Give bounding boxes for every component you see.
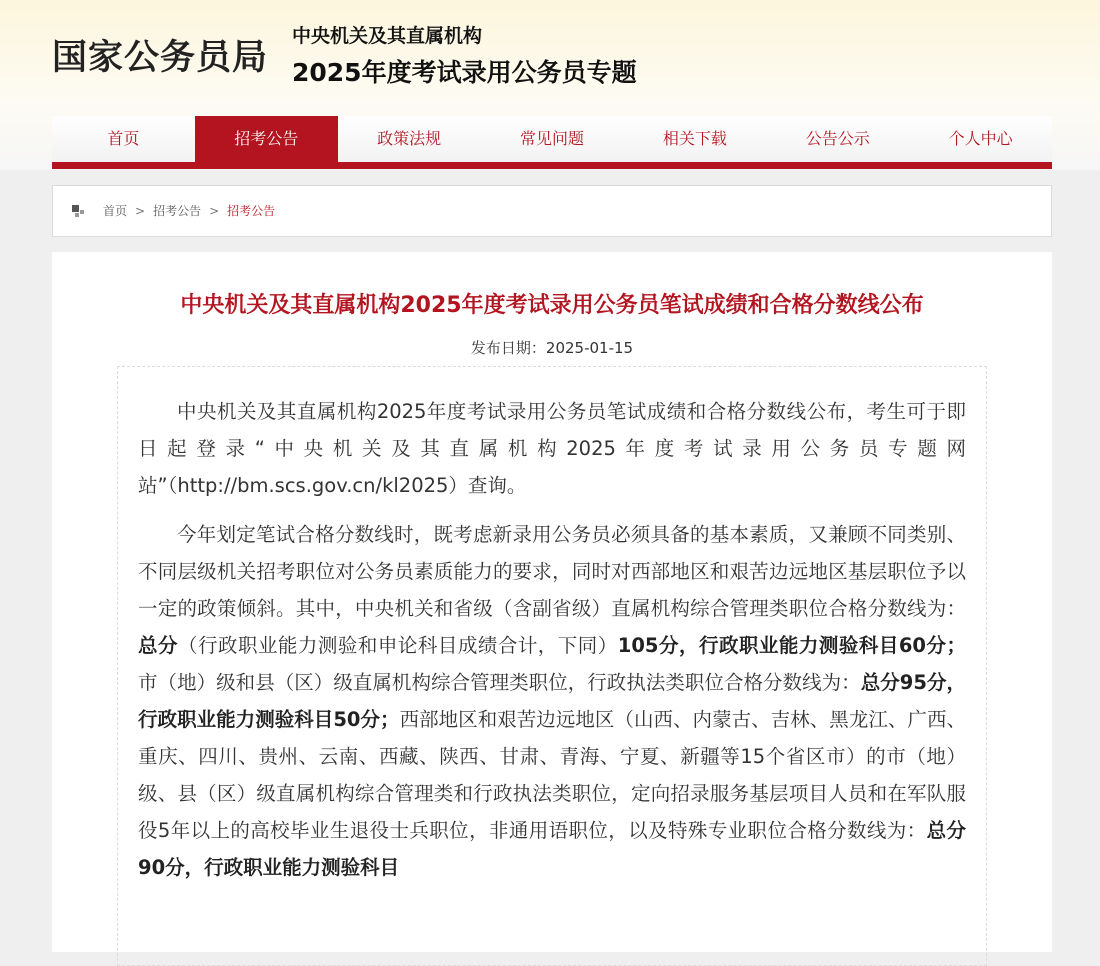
- nav-item-home[interactable]: 首页: [107, 129, 140, 148]
- site-logo-text[interactable]: 国家公务员局: [52, 38, 269, 78]
- main-nav: [52, 116, 1052, 169]
- bold-text: 总分95分，行政职业能力测验科目50分；: [138, 671, 966, 731]
- header-subtitle: 中央机关及其直属机构: [292, 25, 483, 47]
- breadcrumb-current[interactable]: 招考公告: [227, 204, 276, 218]
- nav-item-downloads[interactable]: 相关下载: [662, 129, 727, 148]
- bold-text: 105分，行政职业能力测验科目60分；: [617, 634, 966, 657]
- article-body: [117, 366, 987, 966]
- paragraph-text: 今年划定笔试合格分数线时，既考虑新录用公务员必须具备的基本素质，又兼顾不同类别、不同层级机关招考职位对公务员素质能力的要求，同时对西部地区和艰苦边远地区基层职位予以一定的政策倾斜。其中，中央机关和省级（含副省级）直属机构综合管理类职位合格分数线为：: [138, 523, 966, 620]
- breadcrumb-separator: >: [209, 204, 220, 218]
- bold-text: 总分90分，行政职业能力测验科目: [138, 819, 966, 879]
- article-title: 中央机关及其直属机构2025年度考试录用公务员笔试成绩和合格分数线公布: [180, 293, 924, 318]
- paragraph-text: （行政职业能力测验和申论科目成绩合计，下同）: [177, 634, 618, 657]
- location-icon: [72, 205, 84, 217]
- article-paragraph-2: [138, 516, 966, 886]
- breadcrumb-separator: >: [135, 204, 146, 218]
- header-special-title: 2025年度考试录用公务员专题: [292, 58, 637, 87]
- paragraph-text: 西部地区和艰苦边远地区（山西、内蒙古、吉林、黑龙江、广西、重庆、四川、贵州、云南、西藏、陕西、甘肃、青海、宁夏、新疆等15个省区市）的市（地）级、县（区）级直属机构综合管理类和行政执法类职位，定向招录服务基层项目人员和在军队服役5年以上的高校毕业生退役士兵职位，非通用语职位，以及特殊专业职位合格分数线为：: [138, 708, 966, 842]
- breadcrumb-section[interactable]: 招考公告: [153, 204, 202, 218]
- nav-item-announcements[interactable]: 公告公示: [805, 129, 870, 148]
- nav-item-recruitment-notices[interactable]: 招考公告: [195, 116, 338, 162]
- bold-text: 总分: [138, 634, 178, 657]
- article-container: [52, 252, 1052, 952]
- nav-item-faq[interactable]: 常见问题: [520, 129, 585, 148]
- breadcrumb: [52, 185, 1052, 237]
- breadcrumb-home[interactable]: 首页: [103, 204, 128, 218]
- nav-item-personal-center[interactable]: 个人中心: [948, 129, 1013, 148]
- publish-date: 发布日期：2025-01-15: [470, 339, 634, 357]
- paragraph-text: 市（地）级和县（区）级直属机构综合管理类职位，行政执法类职位合格分数线为：: [138, 671, 861, 694]
- nav-item-policies[interactable]: 政策法规: [377, 129, 442, 148]
- article-paragraph-1: 中央机关及其直属机构2025年度考试录用公务员笔试成绩和合格分数线公布，考生可于即日起登录“中央机关及其直属机构2025年度考试录用公务员专题网站”（http://bm.scs.gov.cn/kl2025）查询。: [138, 400, 966, 497]
